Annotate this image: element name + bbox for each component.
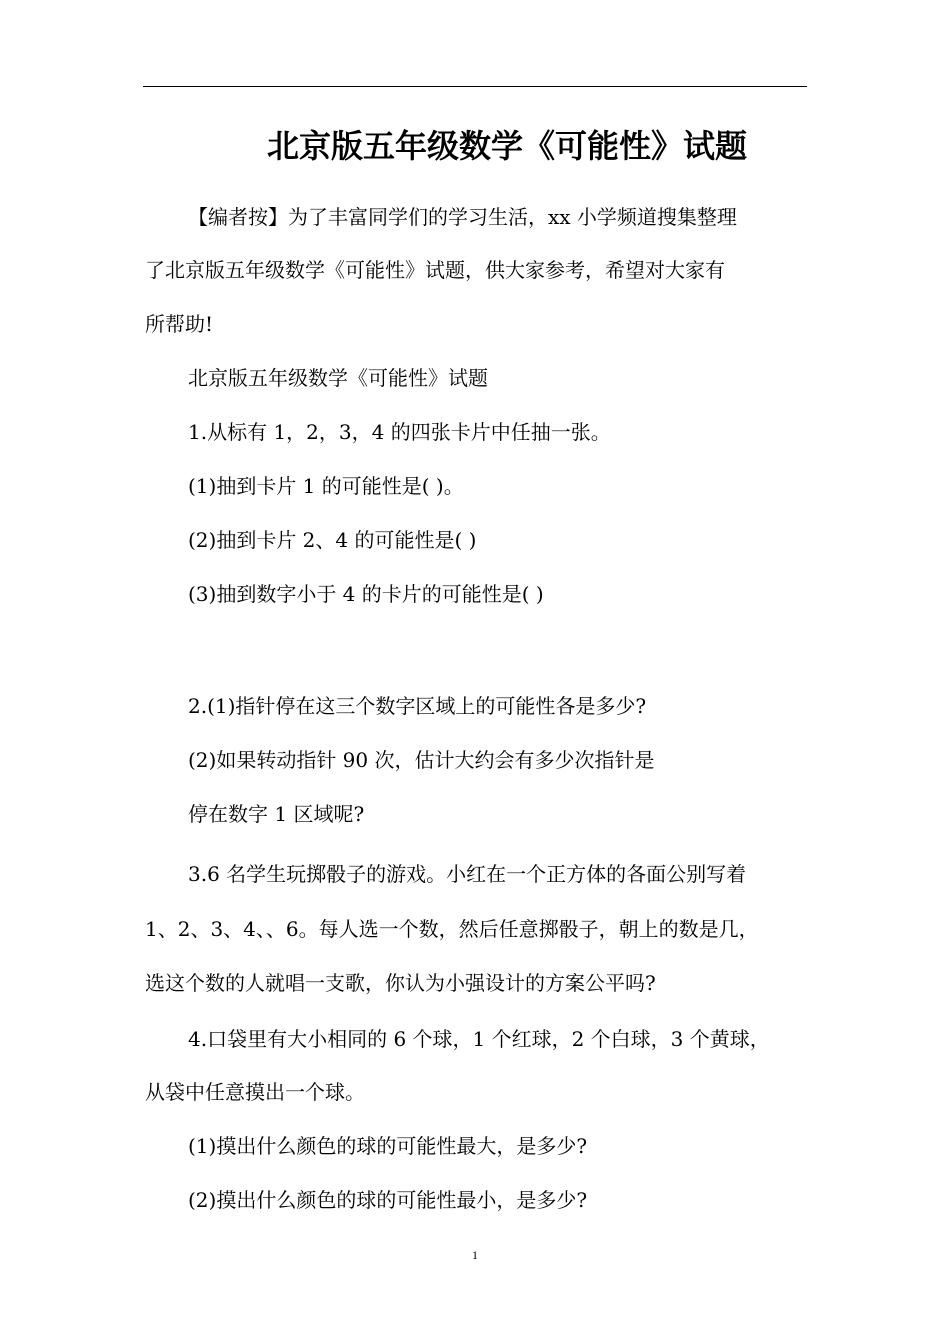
intro-line-1: 【编者按】为了丰富同学们的学习生活，xx 小学频道搜集整理 (188, 205, 737, 229)
intro-line-2: 了北京版五年级数学《可能性》试题，供大家参考，希望对大家有 (145, 258, 725, 282)
question-1-part-3: (3)抽到数字小于 4 的卡片的可能性是( ) (188, 582, 544, 606)
question-3-line-2: 1、2、3、4、、6。每人选一个数，然后任意掷骰子，朝上的数是几， (145, 917, 759, 941)
question-4-part-1: (1)摸出什么颜色的球的可能性最大，是多少? (188, 1134, 588, 1158)
header-rule (143, 86, 807, 87)
question-4-line-2: 从袋中任意摸出一个球。 (145, 1080, 365, 1104)
section-subtitle: 北京版五年级数学《可能性》试题 (188, 366, 488, 390)
question-2-part-1: 2.(1)指针停在这三个数字区域上的可能性各是多少? (188, 694, 647, 718)
question-2-part-2: (2)如果转动指针 90 次，估计大约会有多少次指针是 (188, 748, 655, 772)
question-3-line-3: 选这个数的人就唱一支歌，你认为小强设计的方案公平吗? (145, 971, 656, 995)
question-1-part-2: (2)抽到卡片 2、4 的可能性是( ) (188, 528, 477, 552)
question-1-part-1: (1)抽到卡片 1 的可能性是( )。 (188, 474, 464, 498)
page-number: 1 (472, 1248, 478, 1262)
question-4-line-1: 4.口袋里有大小相同的 6 个球，1 个红球，2 个白球，3 个黄球， (188, 1027, 770, 1051)
question-3-line-1: 3.6 名学生玩掷骰子的游戏。小红在一个正方体的各面公别写着 (188, 862, 747, 886)
intro-line-3: 所帮助! (145, 312, 214, 336)
question-4-part-2: (2)摸出什么颜色的球的可能性最小，是多少? (188, 1188, 588, 1212)
document-title: 北京版五年级数学《可能性》试题 (266, 127, 747, 165)
question-2-part-2-cont: 停在数字 1 区域呢? (188, 802, 365, 826)
question-1-stem: 1.从标有 1，2，3，4 的四张卡片中任抽一张。 (188, 420, 611, 444)
